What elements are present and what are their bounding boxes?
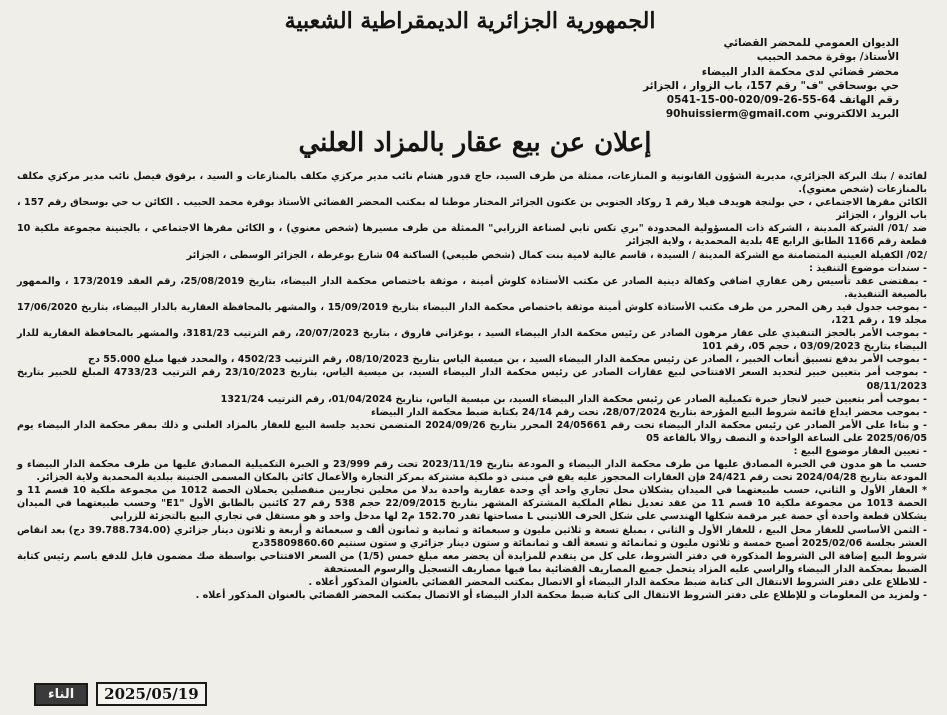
paragraph: - تعيين العقار موضوع البيع : — [793, 445, 927, 457]
announcement-title: إعلان عن بيع عقار بالمزاد العلني — [298, 128, 652, 158]
paragraph: - الثمن الأساسي للعقار محل البيع ، للعقار الأول و الثاني ، بمبلغ تسعة و ثلاثين مليون و سبعمائة و ثمانية و ثمانون ألف و سبعمائة و أربعة و ثلاثون دينار جزائري (39.788.734.00 دج) بعد انقاص العشر بجلسة 2025/02/06 أصبح خمسة و ثلاثون مليون و ثمانمائة و تسعة ألف و ثمانمائة و ستون دينار جزائري و ستون سنتيم 35809860.60دج — [17, 524, 927, 549]
publication-date: 2025/05/19 — [96, 682, 206, 706]
paragraph: * العقار الأول و الثاني، حسب طبيعتهما في الميدان يشكلان محل تجاري واحد أي وحدة عقارية واحدة بدلا من محلين تجاريين منفصلين يحملان الحصة 1012 من مجموعة ملكية 10 قسم 11 و الحصة 1013 من مجموعة ملكية 10 قسم 11 من عقد تعديل نظام الملكية المشتركة المشهر بتاريخ 22/09/2015 حجم 538 رقم 27 كائنين بالطابق الأول "E1" وحسب طبيعتهما في الميدان يشكلان قطعة واحدة أي حصة غير مرقمة شكلها الهندسي على شكل الحرف اللاتيني L مساحتها تقدر 152.70 م2 لها مدخل واحد و هو مستقل في تجاري البيع بالتجزئة للزرابي — [17, 485, 928, 523]
paragraph: /02/ الكفيلة العينية المتضامنة مع الشركة المدينة / السيدة ، قاسم غالية لامية بنت كمال (شخص طبيعي) الساكنة 04 شارع بوغرطة ، الجزائر الوسطى ، الجزائر — [186, 249, 927, 261]
paragraph: لفائدة / بنك البركة الجزائري، مديرية الشؤون القانونية و المنازعات، ممثلة من طرف السيد، حاج قدور هشام نائب مدير مركزي مكلف بالمنازعات و السيد ، برقوق فيصل نائب مدير مركزي مكلف بالمنازعات (شخص معنوي). — [17, 171, 927, 196]
office-line: البريد الالكتروني 90huissierm@gmail.com — [665, 108, 899, 121]
office-line: الأستاذ/ بوقرة محمد الحبيب — [756, 51, 899, 64]
office-line: الديوان العمومي للمحضر القضائي — [723, 37, 899, 49]
announcement-body — [17, 170, 927, 602]
office-line: محضر قضائي لدى محكمة الدار البيضاء — [701, 65, 899, 78]
office-line: حي بوسحاقي "ف" رقم 157، باب الزوار ، الجزائر — [643, 79, 899, 92]
paragraph: - بموجب محضر ايداع قائمة شروط البيع المؤرخة بتاريخ 28/07/2024، تحت رقم 24/14 بكتابة ضبط محكمة الدار البيضاء — [370, 406, 927, 418]
office-line: رقم الهاتف 64-55-26-020/09-00-15-0541 — [666, 94, 899, 107]
paragraph: - بموجب أمر بتعيين خبير لتحديد السعر الافتتاحي لبيع عقارات الصادر عن رئيس محكمة الدار البيضاء السيد، بن ميسية الياس، بتاريخ 23/10/2023 رقم الترتيب 4733/23 المبلغ للخبير بتاريخ 08/11/2023 — [17, 367, 927, 392]
paragraph: - بموجب أمر بتعيين خبير لانجاز خبرة تكميلية الصادر عن رئيس محكمة الدار البيضاء السيد، بن ميسية الياس، بتاريخ 01/04/2024، رقم الترتيب 1321/24 — [220, 393, 927, 405]
paragraph: - سندات موضوع التنفيذ : — [809, 262, 927, 274]
paragraph: - بموجب الأمر بالحجز التنفيذي على عقار مرهون الصادر عن رئيس محكمة الدار البيضاء السيد ، بوغزاني فاروق ، بتاريخ 20/07/2023، رقم الترتيب 3181/23، والمشهر بالمحافظة العقارية للدار البيضاء بتاريخ 03/09/2023 ، حجم 05، رقم 101 — [17, 328, 927, 353]
paragraph: - و بناءا على الأمر الصادر عن رئيس محكمة الدار البيضاء تحت رقم 24/05661 المحرر بتاريخ 2024/09/26 المتضمن تحديد جلسة البيع للعقار بالمزاد العلني و ذلك بمقر محكمة الدار البيضاء يوم 2025/06/05 على الساعة الواحدة و النصف زوالا بالقاعة 05 — [17, 419, 927, 444]
paragraph: - ولمزيد من المعلومات و للإطلاع على دفتر الشروط الانتقال الى كتابة ضبط محكمة الدار البيضاء أو الاتصال بمكتب المحضر القضائي بالعنوان المذكور أعلاه . — [195, 590, 927, 601]
paragraph: الكائن مقرها الاجتماعي ، حي بولنجة هويدف فيلا رقم 1 روكاد الجنوبي بن عكنون الجزائر المختار موطنا له بمكتب المحضر القضائي الأستاذ بوقرة محمد الحبيب . الكائن ب حي بوسحاق رقم 157 ، باب الزوار ، الجزائر — [17, 197, 927, 222]
paragraph: - بموجب جدول قيد رهن المحرر من طرف مكتب الأستاذة كلوش أمينة موثقة باختصاص محكمة الدار البيضاء بتاريخ 15/09/2019 ، والمشهر بالمحافظة العقارية بالدار البيضاء، بتاريخ 17/06/2020 مجلد 19 ، رقم 121، — [17, 301, 928, 327]
bailiff-office-block — [599, 36, 899, 122]
paragraph: - بموجب الأمر بدفع تسبيق أتعاب الخبير ، الصادر عن رئيس محكمة الدار البيضاء السيد ، بن ميسية الياس بتاريخ 08/10/2023، رقم الترتيب 4502/23 ، والمحدد فيها مبلغ 55.000 دج — [88, 354, 927, 366]
paragraph: حسب ما هو مدون في الخبرة المصادق عليها من طرف محكمة الدار البيضاء و المودعة بتاريخ 2023/11/19 تحت رقم 23/999 و الخبرة التكميلية المصادق عليها من طرف محكمة الدار البيضاء و المودعة بتاريخ 2024/04/28 تحت رقم 24/421 فإن العقارات المحجوز عليه يقع في مبنى ذو ملكية مشتركة بمركز التجارة والأعمال كائن بالمكان المسمى الجنينة ببلدية المحمدية ولاية الجزائر. — [17, 459, 927, 484]
paragraph: ضد /01/ الشركة المدينة ، الشركة ذات المسؤولية المحدودة "بري تكس تابي لصناعة الزرابي" الممثلة من طرف مسيرها (شخص معنوي) ، و الكائن مقرها الاجتماعي ، بالجنينة مجموعة ملكية 10 قطعة رقم 1166 الطابق الرابع 4E بلدية المحمدية ، ولاية الجزائر — [17, 223, 927, 248]
paragraph: - للاطلاع على دفتر الشروط الانتقال الى كتابة ضبط محكمة الدار البيضاء أو الاتصال بمكتب المحضر القضائي بالعنوان المذكور أعلاه . — [308, 576, 927, 588]
publication-stamp — [34, 682, 207, 706]
outlet-label: الناء — [34, 683, 88, 706]
paragraph: شروط البيع إضافة الى الشروط المذكورة في دفتر الشروط، على كل من يتقدم للمزايدة أن يحضر معه مبلغ خمس (1/5) من السعر الافتتاحي بواسطة صك مضمون قابل للدفع باسم رئيس كتابة الضبط بمحكمة الدار البيضاء والراسي عليه المزاد يتحمل جميع المصاريف القضائية بما فيها مصاريف التسجيل والرسوم المستحقة — [17, 550, 928, 575]
republic-heading: الجمهورية الجزائرية الديمقراطية الشعبية — [284, 8, 656, 34]
paragraph: - بمقتضى عقد تأسيس رهن عقاري اضافي وكفالة دينية الصادر عن مكتب الأستاذة كلوش أمينة ، موثقة باختصاص محكمة الدار البيضاء، بتاريخ 25/08/2019، رقم العقد 173/2019 ، والممهور بالصيغة التنفيذية. — [17, 275, 927, 300]
